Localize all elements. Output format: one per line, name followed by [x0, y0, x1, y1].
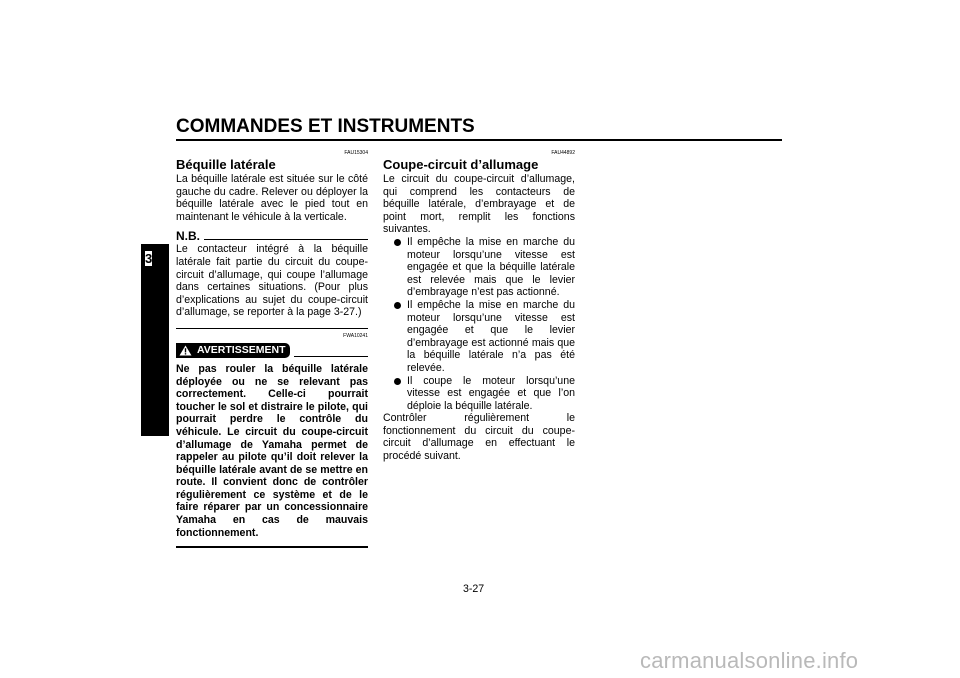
warning-code: FWA10241	[343, 332, 368, 339]
warning-header	[176, 343, 368, 358]
list-item	[394, 375, 575, 413]
note-header	[176, 230, 368, 243]
list-item-text: Il coupe le moteur lorsqu’une vitesse est engagée et que l’on déploie la béquille latérale.	[407, 374, 575, 412]
note-end-rule	[176, 328, 368, 329]
list-item-text: Il empêche la mise en marche du moteur lorsqu’une vitesse est engagée et que la béquille latérale est relevée mais que le levier d’embrayage n’est pas actionné.	[407, 235, 575, 299]
header-rule	[176, 139, 782, 141]
warning-label: AVERTISSEMENT	[197, 343, 286, 356]
ignition-cutoff-intro: Le circuit du coupe-circuit d’allumage, qui comprend les contacteurs de béquille latérale, d’embrayage et de point mort, remplit les fonctions suivantes.	[383, 173, 575, 236]
watermark-text: carmanualsonline.info	[640, 648, 859, 673]
side-stand-intro: La béquille latérale est située sur le côté gauche du cadre. Relever ou déployer la béquille latérale avec le pied tout en maintenant le véhicule à la verticale.	[176, 173, 368, 223]
function-list	[383, 236, 575, 412]
chapter-number: 3	[145, 251, 153, 266]
bullet-icon	[394, 302, 401, 309]
warning-triangle-icon	[179, 345, 192, 356]
bullet-icon	[394, 378, 401, 385]
warning-rule	[294, 356, 368, 357]
section-code: FAU44892	[551, 150, 575, 156]
warning-end-rule	[176, 546, 368, 548]
note-text: Le contacteur intégré à la béquille latérale fait partie du circuit du coupe-circuit d’allumage, qui coupe l’allumage dans certaines situations. (Pour plus d’explications au sujet du coupe-circuit d’allumage, se reporter à la page 3-27.)	[176, 243, 368, 319]
left-column	[176, 150, 368, 548]
section-heading-side-stand: Béquille latérale	[176, 157, 276, 172]
warning-badge	[176, 343, 290, 358]
right-column	[383, 150, 575, 463]
note-rule	[204, 239, 368, 240]
chapter-tab	[141, 244, 169, 436]
page-title: COMMANDES ET INSTRUMENTS	[176, 116, 475, 137]
list-item-text: Il empêche la mise en marche du moteur lorsqu’une vitesse est engagée et que le levier d’embrayage est actionné mais que la béquille latérale n’a pas été relevée.	[407, 298, 575, 374]
section-code: FAU15304	[344, 150, 368, 156]
list-item	[394, 299, 575, 375]
page-number: 3-27	[463, 583, 485, 595]
list-item	[394, 236, 575, 299]
warning-text: Ne pas rouler la béquille latérale déployée ou ne se relevant pas correctement. Celle-ci pourrait toucher le sol et distraire le pilote, qui pourrait perdre le contrôle du véhicule. Le circuit du coupe-circuit d’allumage de Yamaha permet de rappeler au pilote qu’il doit relever la béquille latérale avant de se mettre en route. Il convient donc de contrôler régulièrement ce système et de le faire réparer par un concessionnaire Yamaha en cas de mauvais fonctionnement.	[176, 362, 368, 539]
ignition-cutoff-outro: Contrôler régulièrement le fonctionnement du circuit du coupe-circuit d’allumage en effectuant le procédé suivant.	[383, 412, 575, 463]
section-heading-ignition-cutoff: Coupe-circuit d’allumage	[383, 157, 539, 172]
bullet-icon	[394, 239, 401, 246]
note-label: N.B.	[176, 229, 200, 244]
